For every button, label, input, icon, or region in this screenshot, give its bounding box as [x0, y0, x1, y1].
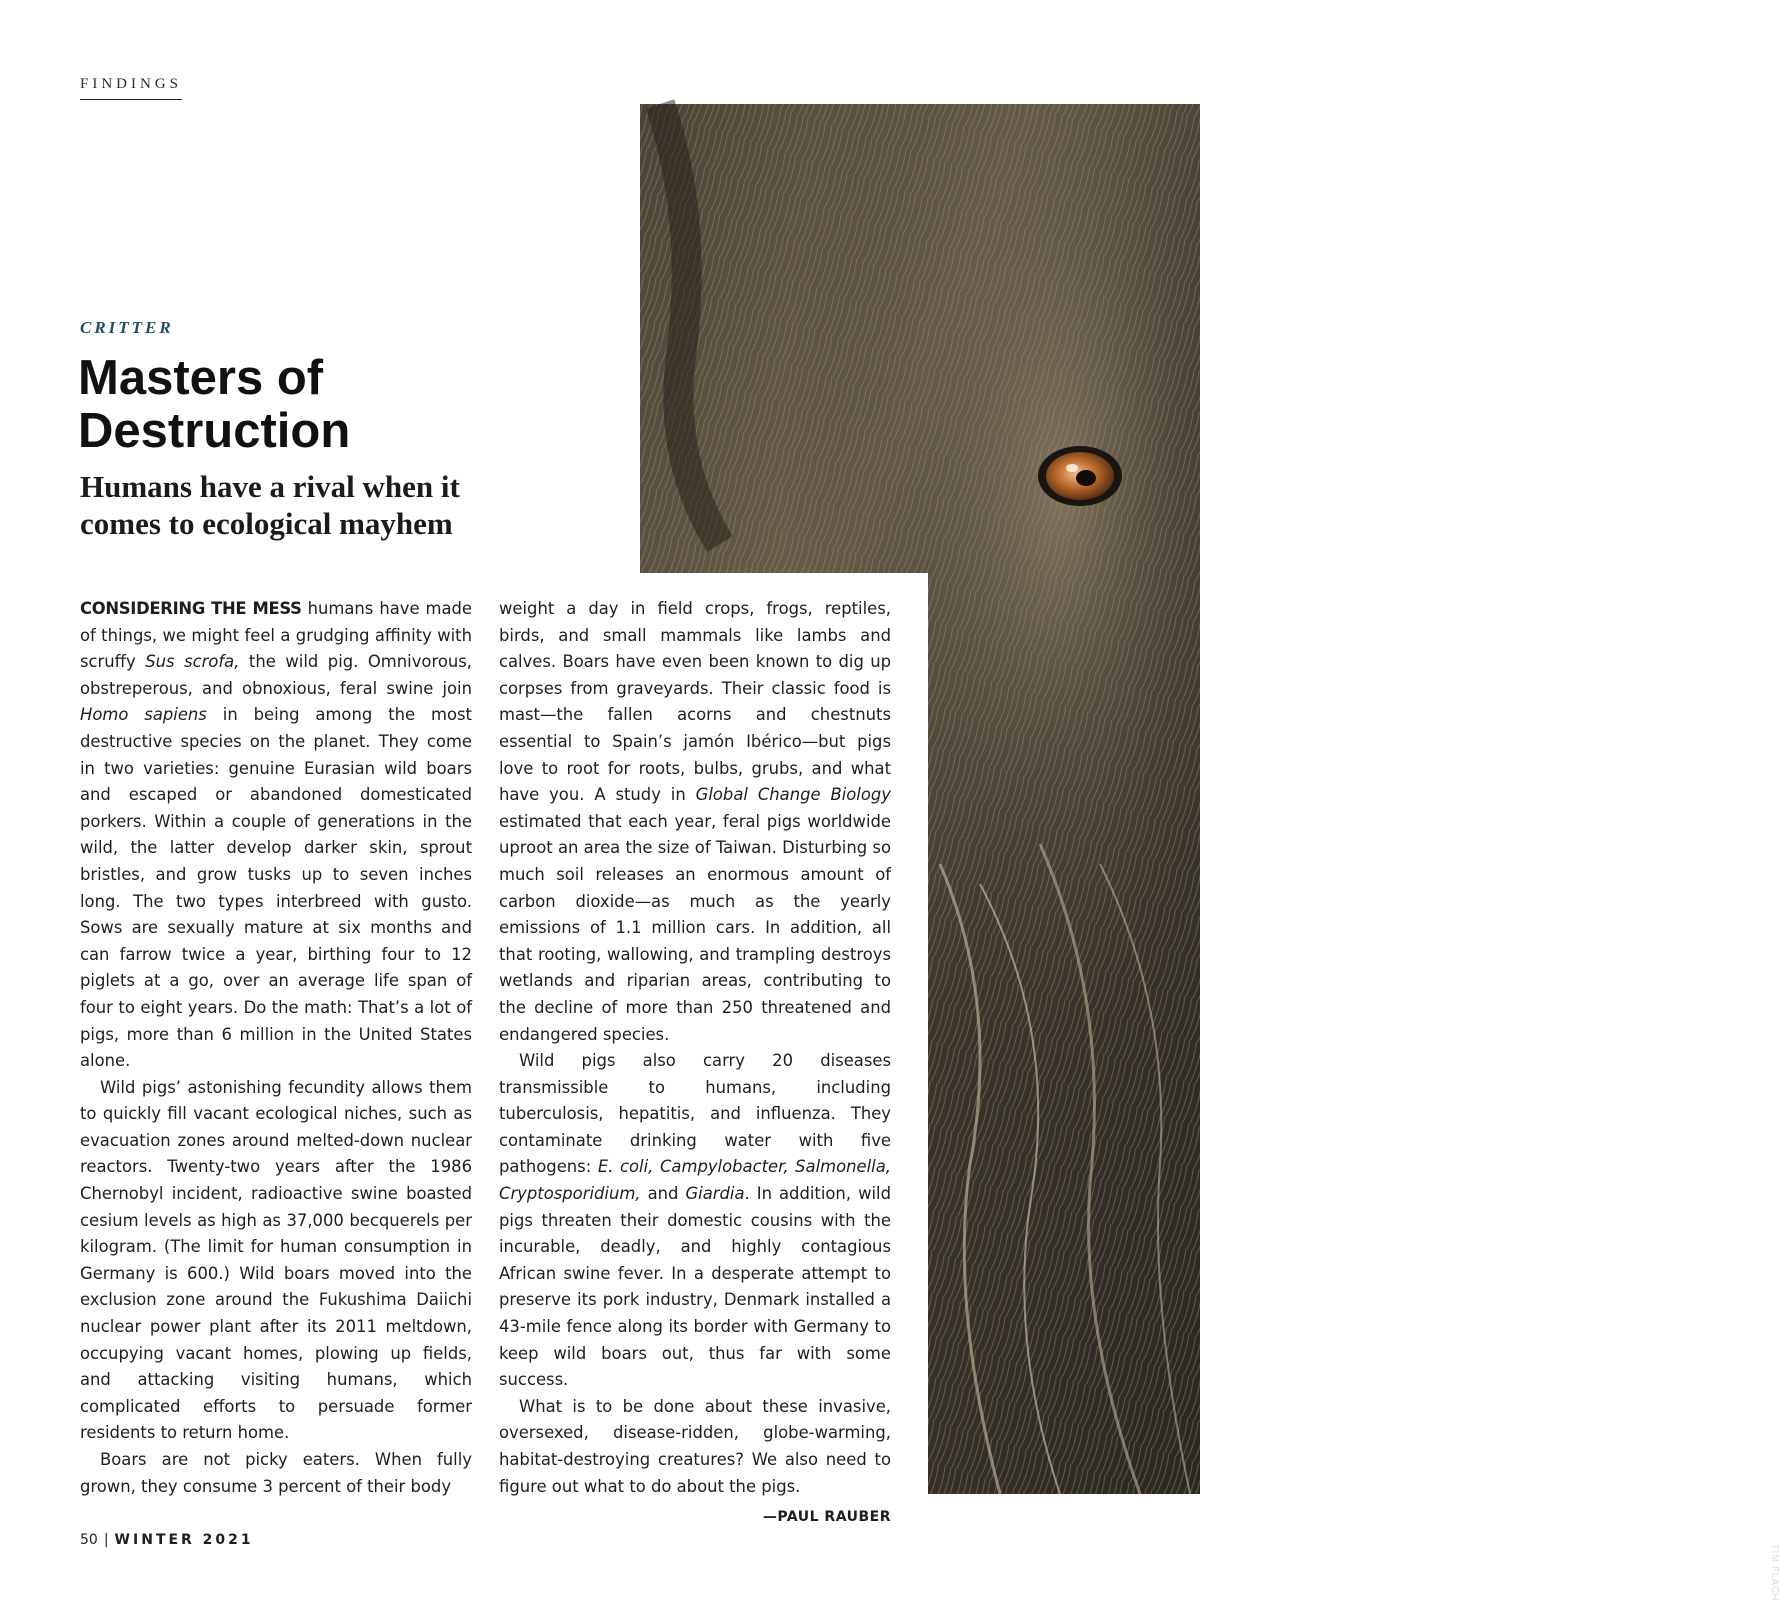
lead-in: CONSIDERING THE MESS — [80, 599, 302, 618]
page-footer — [80, 1532, 254, 1548]
folio-separator: | — [103, 1532, 109, 1548]
text-column-2 — [499, 596, 891, 1531]
article-kicker: CRITTER — [80, 318, 174, 337]
byline: —PAUL RAUBER — [762, 1509, 891, 1526]
text-column-1 — [80, 596, 472, 1500]
paragraph-3-start: Boars are not picky eaters. When fully grown, they consume 3 percent of their body — [80, 1450, 472, 1496]
paragraph-3-continued: weight a day in field crops, frogs, reptiles, birds, and small mammals like lambs and calves. Boars have even been known to dig up corpses from graveyards. Their classic food is mast—the fallen acorns and chestnuts essential to Spain’s jamón Ibérico—but pigs love to root for roots, bulbs, grubs, and what have you. A study in Global Change Biology estimated that each year, feral pigs worldwide uproot an area the size of Taiwan. Disturbing so much soil releases an enormous amount of carbon dioxide—as much as the yearly emissions of 1.1 million cars. In addition, all that rooting, wallowing, and trampling destroys wetlands and riparian areas, contributing to the decline of more than 250 threatened and endangered species. — [499, 599, 891, 1044]
issue-label: WINTER 2021 — [114, 1532, 254, 1548]
page-number: 50 — [80, 1532, 98, 1548]
paragraph-2: Wild pigs’ astonishing fecundity allows them to quickly fill vacant ecological niches, such as evacuation zones around melted-down nuclear reactors. Twenty-two years after the 1986 Chernobyl incident, radioactive swine boasted cesium levels as high as 37,000 becquerels per kilogram. (The limit for human consumption in Germany is 600.) Wild boars moved into the exclusion zone around the Fukushima Daiichi nuclear power plant after its 2011 meltdown, occupying vacant homes, plowing up fields, and attacking visiting humans, which complicated efforts to persuade former residents to return home. — [80, 1077, 472, 1443]
photo-credit: TIM FLACH — [1769, 1544, 1780, 1601]
paragraph-4: Wild pigs also carry 20 diseases transmissible to humans, including tuberculosis, hepatitis, and influenza. They contaminate drinking water with five pathogens: E. coli, Campylobacter, Salmonella, Cryptosporidium, and Giardia. In addition, wild pigs threaten their domestic cousins with the incurable, deadly, and highly contagious African swine fever. In a desperate attempt to preserve its pork industry, Denmark installed a 43-mile fence along its border with Germany to keep wild boars out, thus far with some success. — [499, 1051, 891, 1390]
paragraph-5: What is to be done about these invasive, oversexed, disease-ridden, globe-warming, habitat-destroying creatures? We also need to figure out what to do about the pigs. — [499, 1396, 891, 1496]
paragraph-1: CONSIDERING THE MESS humans have made of things, we might feel a grudging affinity with scruffy Sus scrofa, the wild pig. Omnivorous, obstreperous, and obnoxious, feral swine join Homo sapiens in being among the most destructive species on the planet. They come in two varieties: genuine Eurasian wild boars and escaped or abandoned domesticated porkers. Within a couple of generations in the wild, the latter develop darker skin, sprout bristles, and grow tusks up to seven inches long. The two types interbreed with gusto. Sows are sexually mature at six months and can farrow twice a year, birthing four to 12 piglets at a go, over an average life span of four to eight years. Do the math: That’s a lot of pigs, more than 6 million in the United States alone. — [80, 599, 472, 1071]
section-label: FINDINGS — [80, 76, 182, 100]
article-title: Masters of Destruction — [78, 351, 351, 458]
article-subtitle: Humans have a rival when it comes to ecological mayhem — [80, 469, 460, 541]
